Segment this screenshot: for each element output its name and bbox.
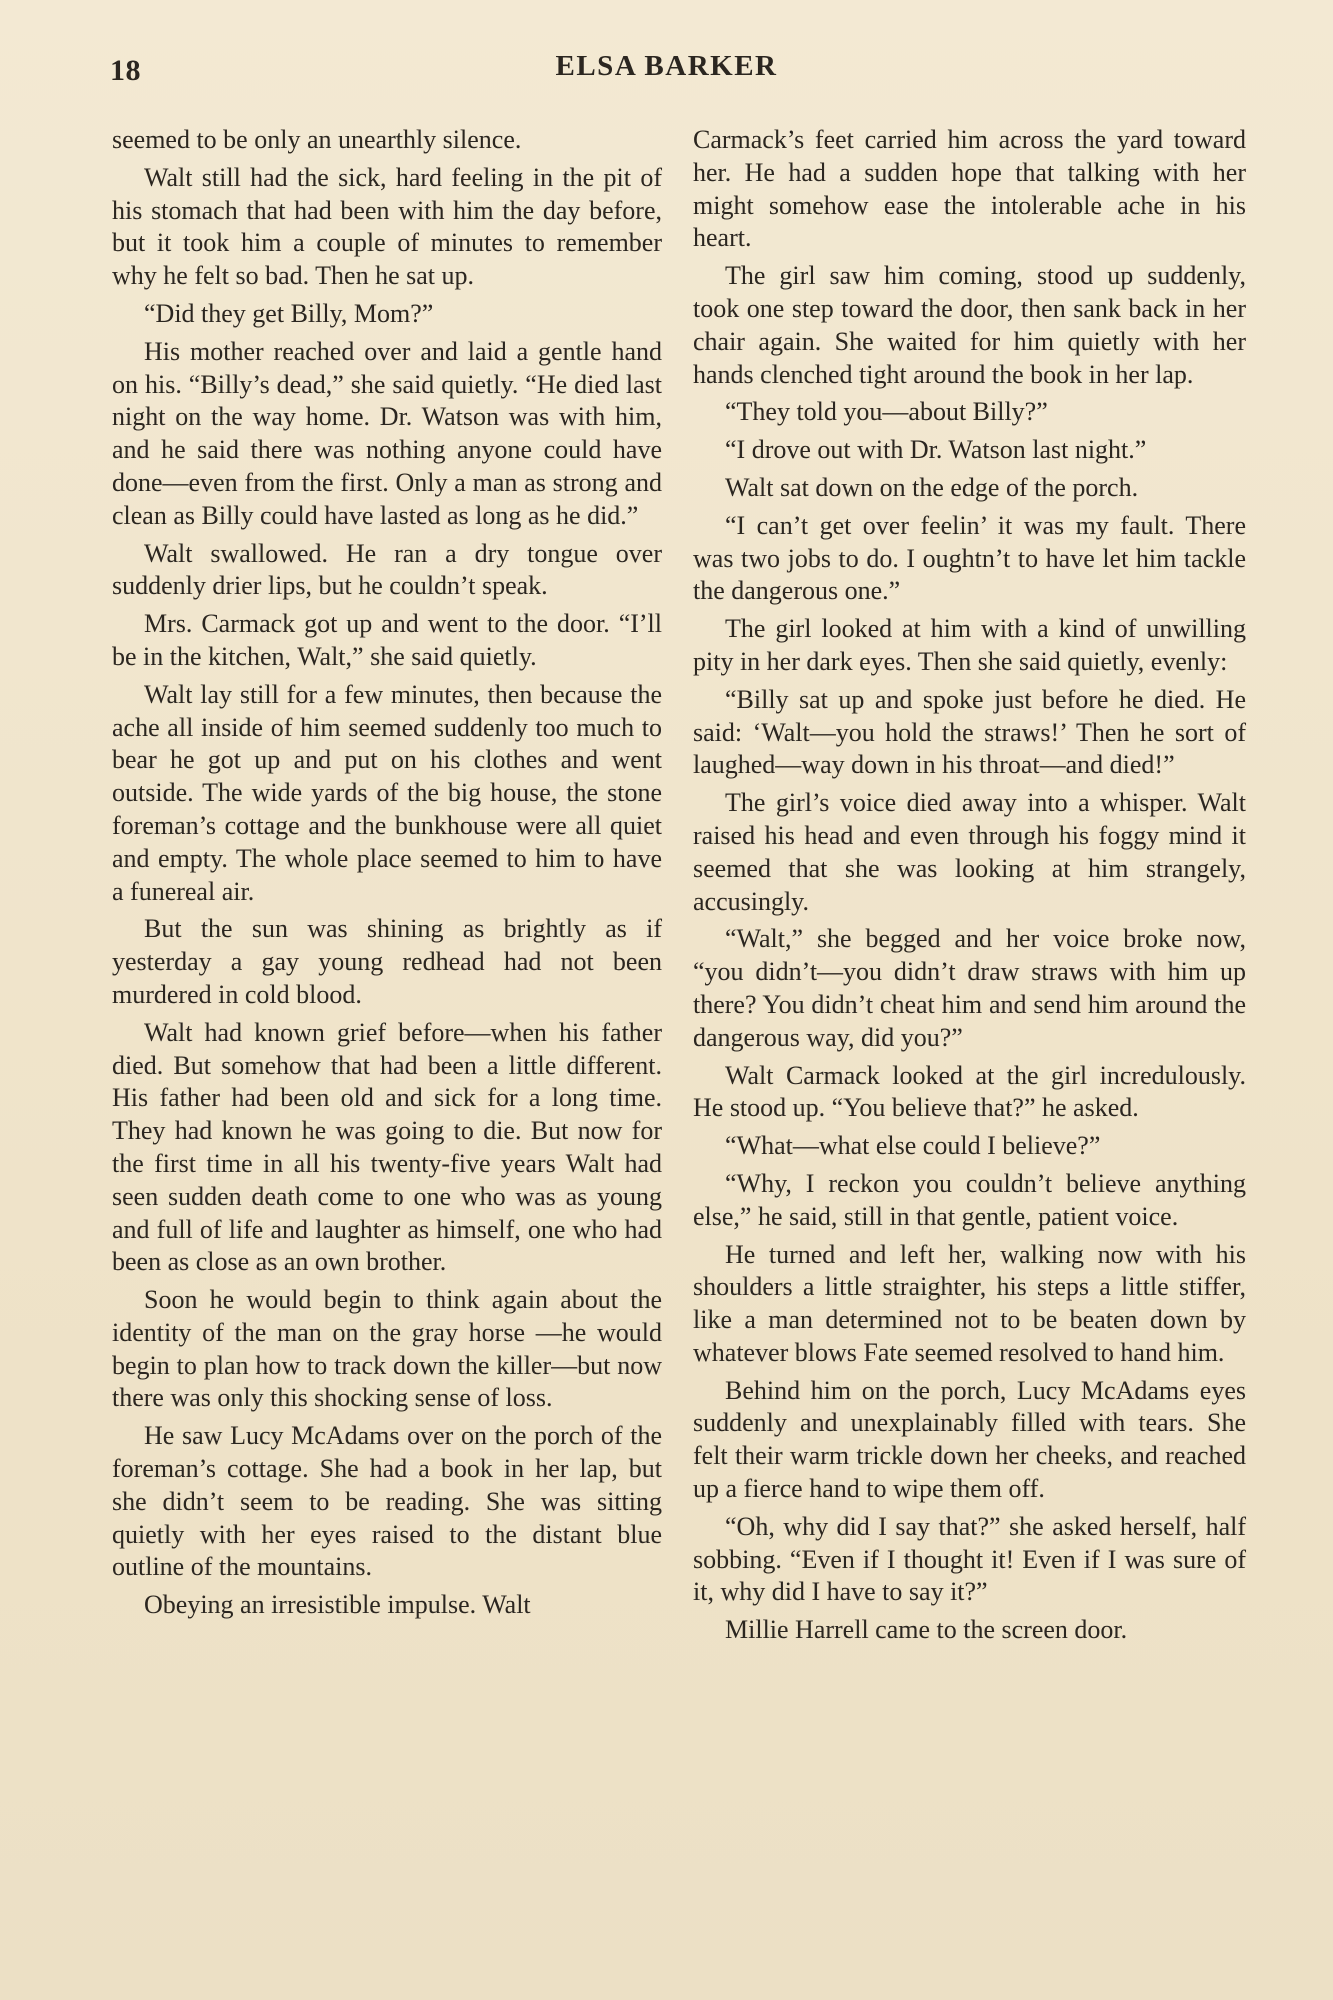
paragraph: Walt had known grief before—when his father died. But somehow that had been a little different. His father had been old and sick for a long time. They had known he was going to die. But now for the first time in all his twenty-five years Walt had seen sudden death come to one who was as young and full of life and laughter as himself, one who had been as close as an own brother. (112, 1017, 662, 1277)
paragraph: “They told you—about Billy?” (725, 397, 1048, 427)
paragraph: Walt swallowed. He ran a dry tongue over suddenly drier lips, but he couldn’t speak. (112, 538, 662, 601)
right-column (693, 124, 1246, 1652)
paragraph: Obeying an irresistible impulse. Walt (144, 1590, 531, 1620)
paragraph: “Billy sat up and spoke just before he died. He said: ‘Walt—you hold the straws!’ Then he sort of laughed—way down in his throat—and died!” (693, 684, 1246, 780)
paragraph: Carmack’s feet carried him across the yard toward her. He had a sudden hope that talking with her might somehow ease the intolerable ache in his heart. (693, 125, 1246, 253)
paragraph: Walt lay still for a few minutes, then because the ache all inside of him seemed suddenly too much to bear he got up and put on his clothes and went outside. The wide yards of the big house, the stone foreman’s cottage and the bunkhouse were all quiet and empty. The whole place seemed to him to have a funereal air. (112, 679, 662, 906)
paragraph: The girl’s voice died away into a whisper. Walt raised his head and even through his foggy mind it seemed that she was looking at him strangely, accusingly. (693, 788, 1246, 916)
paragraph: But the sun was shining as brightly as if yesterday a gay young redhead had not been murdered in cold blood. (112, 914, 662, 1009)
paragraph: “Did they get Billy, Mom?” (144, 298, 434, 328)
paragraph: “What—what else could I believe?” (725, 1131, 1101, 1161)
paragraph: “Oh, why did I say that?” she asked herself, half sobbing. “Even if I thought it! Even if I was sure of it, why did I have to say it?” (693, 1511, 1246, 1607)
paragraph: “I drove out with Dr. Watson last night.” (725, 435, 1147, 465)
paragraph: Millie Harrell came to the screen door. (725, 1615, 1128, 1645)
left-column (112, 124, 662, 1627)
paragraph: seemed to be only an unearthly silence. (112, 125, 522, 154)
page-number: 18 (110, 54, 141, 87)
paragraph: Mrs. Carmack got up and went to the door. “I’ll be in the kitchen, Walt,” she said quietly. (112, 609, 662, 671)
paragraph: “Why, I reckon you couldn’t believe anything else,” he said, still in that gentle, patient voice. (693, 1168, 1246, 1231)
paragraph: Behind him on the porch, Lucy McAdams eyes suddenly and unexplainably filled with tears. She felt their warm trickle down her cheeks, and reached up a fierce hand to wipe them off. (693, 1375, 1246, 1504)
paragraph: “Walt,” she begged and her voice broke now, “you didn’t—you didn’t draw straws with him up there? You didn’t cheat him and send him around the dangerous way, did you?” (693, 924, 1246, 1052)
paragraph: The girl looked at him with a kind of unwilling pity in her dark eyes. Then she said quietly, evenly: (693, 614, 1246, 676)
paragraph: He saw Lucy McAdams over on the porch of the foreman’s cottage. She had a book in her lap, but she didn’t seem to be reading. She was sitting quietly with her eyes raised to the distant blue outline of the mountains. (112, 1421, 662, 1582)
paragraph: Walt sat down on the edge of the porch. (725, 472, 1139, 502)
paragraph: He turned and left her, walking now with his shoulders a little straighter, his steps a little stiffer, like a man determined not to be beaten down by whatever blows Fate seemed resolved to hand him. (693, 1239, 1246, 1367)
paragraph: Soon he would begin to think again about the identity of the man on the gray horse —he would begin to plan how to track down the killer—but now there was only this shocking sense of loss. (112, 1285, 662, 1413)
paragraph: Walt still had the sick, hard feeling in the pit of his stomach that had been with him the day before, but it took him a couple of minutes to remember why he felt so bad. Then he sat up. (112, 162, 662, 291)
paragraph: “I can’t get over feelin’ it was my fault. There was two jobs to do. I oughtn’t to have let him tackle the dangerous one.” (693, 510, 1246, 606)
paragraph: Walt Carmack looked at the girl incredulously. He stood up. “You believe that?” he asked. (693, 1060, 1246, 1123)
running-head: ELSA BARKER (555, 50, 778, 82)
paragraph: His mother reached over and laid a gentle hand on his. “Billy’s dead,” she said quietly. “He died last night on the way home. Dr. Watson was with him, and he said there was nothing anyone could have done—even from the first. Only a man as strong and clean as Billy could have lasted as long as he did.” (112, 336, 662, 530)
paragraph: The girl saw him coming, stood up suddenly, took one step toward the door, then sank back in her chair again. She waited for him quietly with her hands clenched tight around the book in her lap. (693, 261, 1246, 389)
